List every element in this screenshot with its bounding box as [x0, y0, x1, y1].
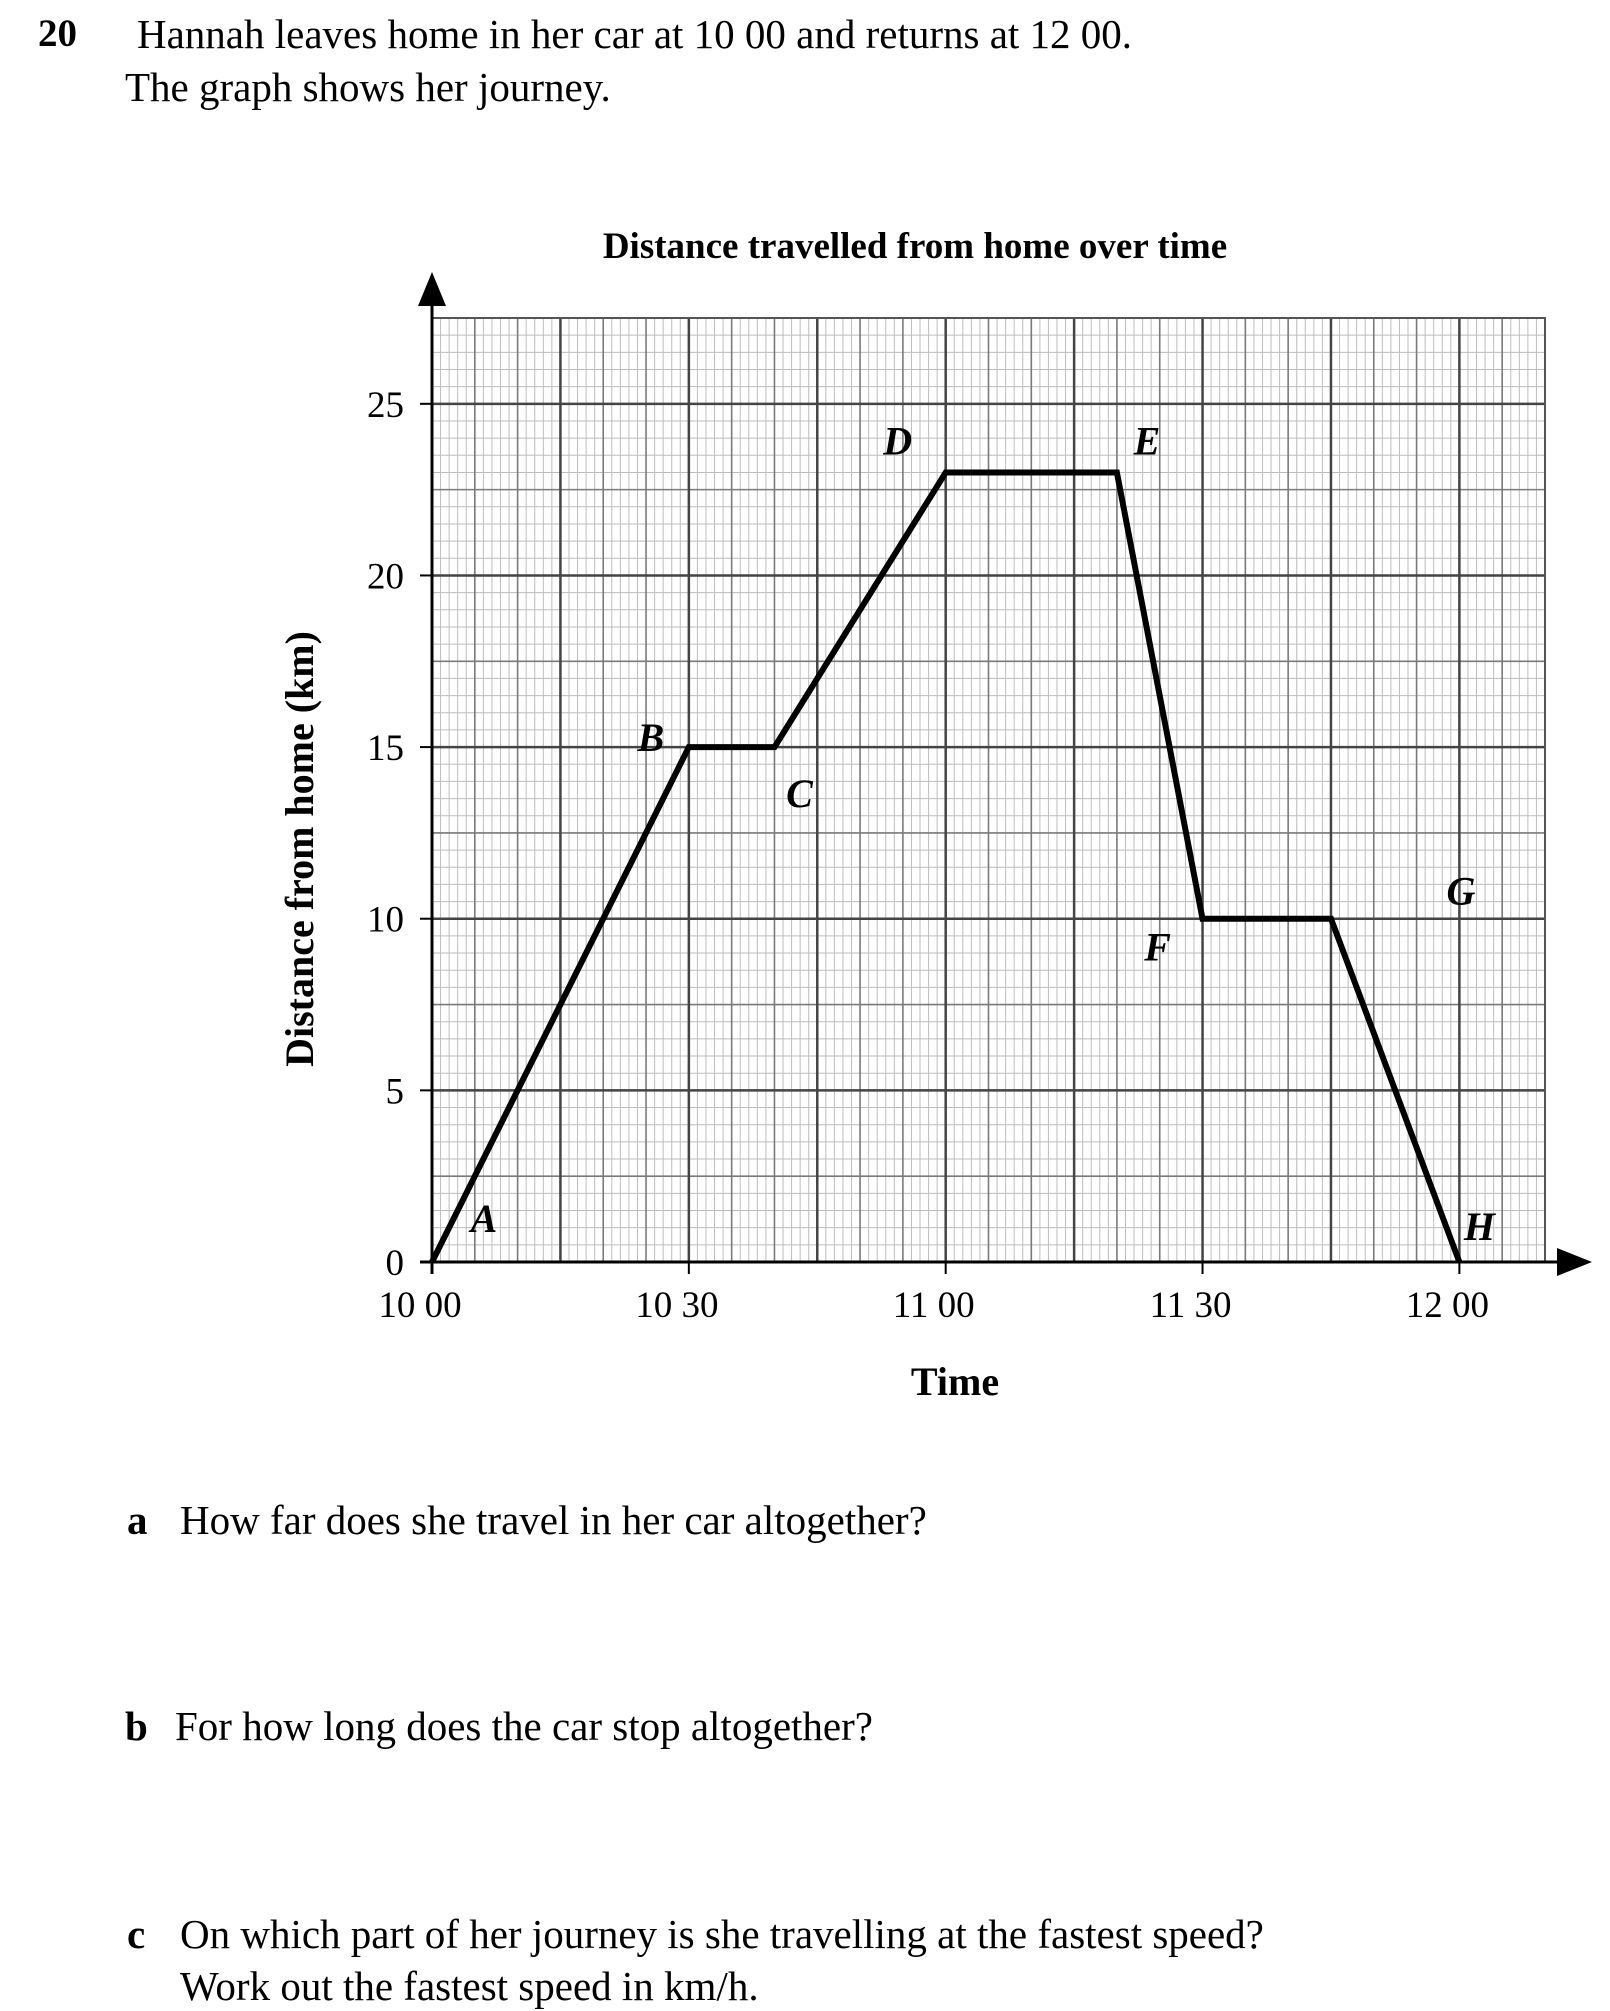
x-axis-arrowhead [1557, 1248, 1592, 1276]
point-label-e: E [1133, 418, 1161, 464]
y-tick-label: 25 [367, 384, 404, 426]
question-intro-line-2: The graph shows her journey. [125, 64, 611, 110]
y-tick-label: 0 [385, 1243, 404, 1284]
part-b-letter: b [125, 1703, 148, 1749]
x-tick-label: 12 00 [1405, 1285, 1490, 1326]
question-intro-line-1: Hannah leaves home in her car at 10 00 and returns at 12 00. [137, 11, 1133, 57]
point-label-d: D [883, 418, 913, 464]
part-c-letter: c [127, 1911, 146, 1957]
part-a-letter: a [127, 1497, 148, 1543]
point-label-a: A [470, 1196, 498, 1241]
part-a-question: How far does she travel in her car altogether? [180, 1497, 927, 1543]
x-tick-label: 11 00 [892, 1285, 975, 1326]
point-label-g: G [1446, 868, 1476, 914]
y-axis-ticks [367, 385, 432, 1284]
point-label-c: C [786, 771, 813, 817]
x-tick-label: 10 30 [635, 1285, 719, 1326]
point-label-f: F [1144, 924, 1171, 970]
grid-mid [432, 318, 1545, 1262]
y-axis-arrowhead [418, 272, 446, 306]
y-tick-label: 20 [367, 556, 404, 598]
point-label-b: B [637, 715, 665, 761]
question-number: 20 [38, 12, 77, 55]
x-tick-label: 11 30 [1149, 1285, 1232, 1326]
y-tick-label: 5 [385, 1071, 404, 1113]
x-tick-label: 10 00 [378, 1285, 462, 1326]
point-label-h: H [1463, 1204, 1495, 1249]
part-c-question-line-1: On which part of her journey is she travelling at the fastest speed? [180, 1911, 1264, 1957]
x-axis-ticks [378, 1262, 1489, 1326]
chart-title: Distance travelled from home over time [602, 226, 1228, 267]
y-tick-label: 10 [367, 899, 404, 941]
x-axis-title: Time [910, 1359, 1000, 1404]
part-c-question-line-2: Work out the fastest speed in km/h. [180, 1963, 759, 2009]
y-axis-title: Distance from home (km) [277, 631, 322, 1067]
part-b-question: For how long does the car stop altogether? [175, 1703, 873, 1749]
y-tick-label: 15 [367, 728, 404, 770]
